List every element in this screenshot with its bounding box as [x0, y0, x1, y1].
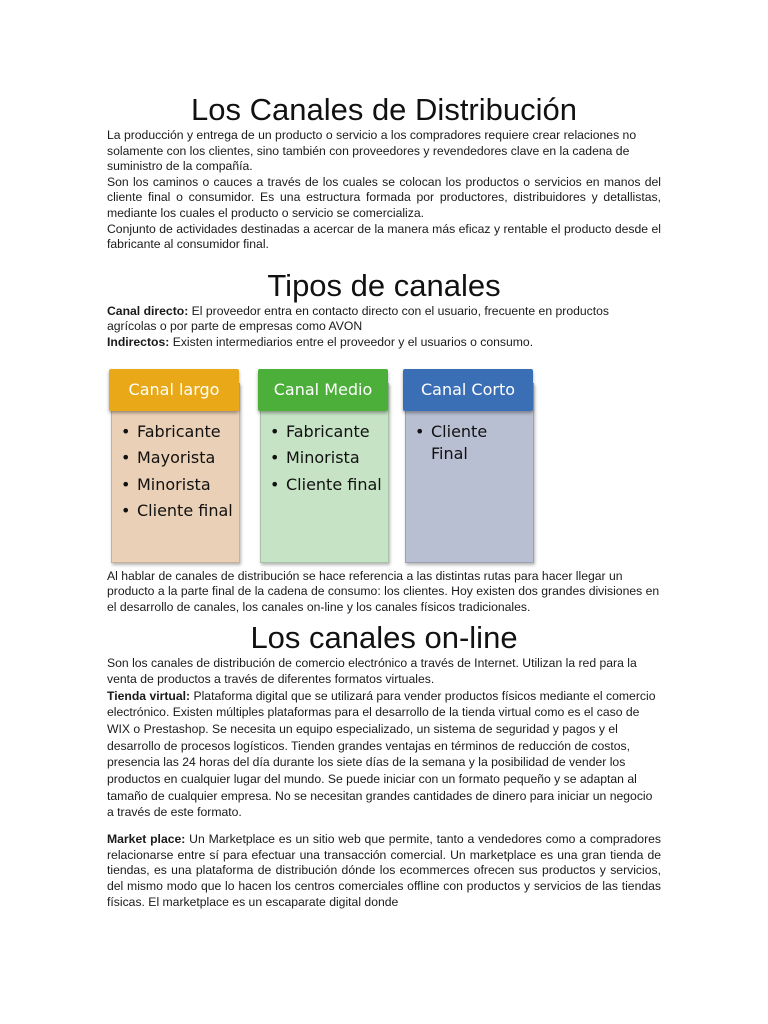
online-intro-paragraph: Son los canales de distribución de comercio electrónico a través de Internet. Utilizan la red para la venta de productos a través de diferentes formatos virtuales.: [107, 656, 637, 686]
list-item: • Minorista: [270, 447, 384, 470]
list-item: • Cliente Final: [415, 421, 529, 466]
list-item: • Cliente final: [270, 474, 384, 497]
market-place-text: Un Marketplace es un sitio web que permite, tanto a vendedores como a compradores relacionarse entre sí para efectuar una transacción comercial. Un marketplace es una gran tienda de tiendas, es una plataforma de distribución dónde los ecommerces ofrecen sus productos y servicios, del mismo modo que lo hacen los centros comerciales offline con productos y servicios de las tiendas físicas. El marketplace es un escaparate digital donde: [107, 832, 661, 909]
tienda-virtual-label: Tienda virtual:: [107, 688, 191, 703]
section-heading-tipos: Tipos de canales: [267, 267, 501, 303]
list-item: • Fabricante: [270, 421, 384, 444]
list-item: • Cliente final: [121, 500, 235, 523]
column-items: [121, 421, 235, 527]
list-item: • Mayorista: [121, 447, 235, 470]
channels-diagram: [107, 369, 661, 569]
tienda-virtual-paragraph: [107, 688, 661, 822]
after-diagram-paragraph: Al hablar de canales de distribución se hace referencia a las distintas rutas para hacer llegar un producto a la parte final de la cadena de consumo: los clientes. Hoy existen dos grandes divisiones en el desarrollo de canales, los canales on-line y los canales físicos tradicionales.: [107, 568, 660, 614]
column-items: [415, 421, 529, 470]
column-header: Canal Medio: [258, 369, 388, 411]
column-header: Canal largo: [109, 369, 239, 411]
intro-paragraph-2: Son los caminos o cauces a través de los cuales se colocan los productos o servicios en manos del cliente final o consumidor. Es una estructura formada por productores, distribuidores y detallistas, mediante los cuales el producto o servicio se comercializa.: [107, 174, 661, 220]
list-item: • Minorista: [121, 474, 235, 497]
column-header: Canal Corto: [403, 369, 533, 411]
canal-directo-paragraph: [107, 304, 661, 335]
indirectos-paragraph: [107, 335, 661, 351]
tienda-virtual-text: Plataforma digital que se utilizará para vender productos físicos mediante el comercio electrónico. Existen múltiples plataformas para el desarrollo de la tienda virtual como es el caso de WIX o Prestashop. Se necesita un equipo especializado, un sistema de seguridad y pagos y el desarrollo de procesos logísticos. Tienden grandes ventajas en términos de reducción de costos, presencia las 24 horas del día durante los siete días de la semana y la posibilidad de vender los productos en cualquier lugar del mundo. Se puede iniciar con un formato pequeño y se adaptan al tamaño de cualquier empresa. No se necesitan grandes cantidades de dinero para iniciar un negocio a través de este formato.: [107, 688, 656, 820]
column-canal-largo: [109, 369, 239, 521]
page-title: Los Canales de Distribución: [191, 92, 577, 127]
canal-directo-label: Canal directo:: [107, 303, 189, 318]
column-canal-corto: [403, 369, 533, 464]
indirectos-label: Indirectos:: [107, 334, 170, 349]
column-items: [270, 421, 384, 501]
canal-directo-text: El proveedor entra en contacto directo con el usuario, frecuente en productos agrícolas o por parte de empresas como AVON: [107, 303, 610, 334]
market-place-label: Market place:: [107, 832, 186, 847]
column-canal-medio: [258, 369, 388, 494]
section-heading-online: Los canales on-line: [250, 620, 518, 656]
intro-paragraph-3: Conjunto de actividades destinadas a acercar de la manera más eficaz y rentable el producto desde el fabricante al consumidor final.: [107, 221, 661, 252]
market-place-paragraph: [107, 832, 661, 910]
indirectos-text: Existen intermediarios entre el proveedor y el usuarios o consumo.: [169, 334, 534, 349]
document-page: [107, 0, 661, 910]
intro-paragraph-1: La producción y entrega de un producto o servicio a los compradores requiere crear relaciones no solamente con los clientes, sino también con proveedores y revendedores clave en la cadena de suministro de la compañía.: [107, 128, 637, 174]
list-item: • Fabricante: [121, 421, 235, 444]
